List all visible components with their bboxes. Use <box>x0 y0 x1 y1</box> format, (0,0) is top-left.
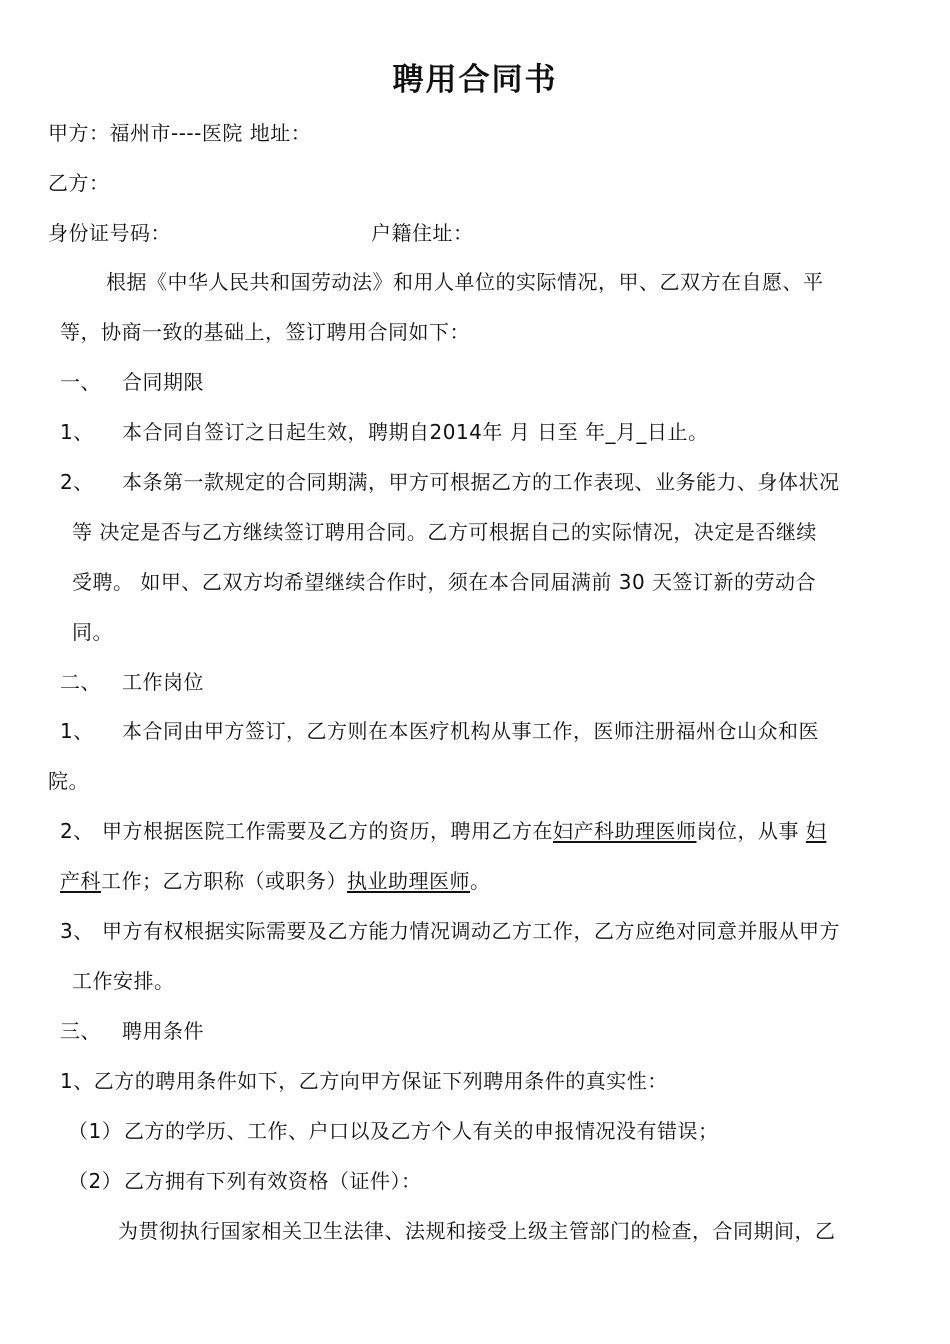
item-text: 本合同自签订之日起生效，聘期自2014年 月 日至 年_月_日止。 <box>122 420 709 444</box>
intro-line-1: 根据《中华人民共和国劳动法》和用人单位的实际情况，甲、乙双方在自愿、平 <box>106 270 824 294</box>
condition-number: （2） <box>68 1169 123 1193</box>
department-value-part-2: 产科 <box>60 869 101 893</box>
condition-1 <box>68 1118 719 1144</box>
condition-text: 乙方的学历、工作、户口以及乙方个人有关的申报情况没有错误； <box>124 1119 719 1143</box>
item-text: 甲方根据医院工作需要及乙方的资历，聘用乙方在 <box>102 819 553 843</box>
section-1-item-2-line-1 <box>60 469 840 495</box>
section-1-heading <box>60 369 204 395</box>
section-2-item-1-line-2: 院。 <box>48 769 89 793</box>
professional-title-value: 执业助理医师 <box>347 869 470 893</box>
item-text: 工作；乙方职称（或职务） <box>101 869 347 893</box>
item-number: 2、 <box>60 470 94 494</box>
intro-line-2: 等，协商一致的基础上，签订聘用合同如下： <box>60 320 470 344</box>
condition-2 <box>68 1168 422 1194</box>
section-1-item-2-line-3: 受聘。 如甲、乙双方均希望继续合作时，须在本合同届满前 30 天签订新的劳动合 <box>72 570 817 594</box>
condition-text: 乙方拥有下列有效资格（证件）： <box>124 1169 422 1193</box>
section-3-item-1: 1、乙方的聘用条件如下，乙方向甲方保证下列聘用条件的真实性： <box>60 1069 668 1093</box>
section-2-heading <box>60 669 204 695</box>
residence-label: 户籍住址： <box>371 221 474 245</box>
party-a-line: 甲方：福州市----医院 地址： <box>48 121 312 145</box>
section-2-item-1-line-1 <box>60 718 819 744</box>
item-number: 3、 <box>60 919 94 943</box>
department-value-part-1: 妇 <box>805 819 827 843</box>
section-number: 二、 <box>60 670 101 694</box>
section-2-item-3-line-1 <box>60 918 840 944</box>
section-title: 合同期限 <box>122 370 204 394</box>
item-text: 甲方有权根据实际需要及乙方能力情况调动乙方工作，乙方应绝对同意并服从甲方 <box>102 919 840 943</box>
section-title: 聘用条件 <box>122 1019 204 1043</box>
section-2-item-2-line-1 <box>60 818 826 844</box>
item-number: 2、 <box>60 819 94 843</box>
item-text: 本合同由甲方签订，乙方则在本医疗机构从事工作，医师注册福州仓山众和医 <box>122 719 819 743</box>
section-3-paragraph: 为贯彻执行国家相关卫生法律、法规和接受上级主管部门的检查，合同期间，乙 <box>118 1219 836 1243</box>
position-value: 妇产科助理医师 <box>553 819 697 843</box>
section-1-item-1 <box>60 419 708 445</box>
id-residence-line <box>48 220 474 246</box>
section-2-item-2-line-2 <box>60 868 491 894</box>
item-number: 1、 <box>60 420 94 444</box>
id-label: 身份证号码： <box>48 221 171 245</box>
page-title: 聘用合同书 <box>392 62 558 98</box>
section-1-item-2-line-4: 同。 <box>72 620 113 644</box>
party-b-line: 乙方： <box>48 171 110 195</box>
item-text: 岗位，从事 <box>696 819 806 843</box>
section-number: 一、 <box>60 370 101 394</box>
item-text: 本条第一款规定的合同期满，甲方可根据乙方的工作表现、业务能力、身体状况 <box>122 470 840 494</box>
item-number: 1、 <box>60 719 94 743</box>
item-text: 。 <box>470 869 491 893</box>
condition-number: （1） <box>68 1119 123 1143</box>
section-number: 三、 <box>60 1019 101 1043</box>
section-title: 工作岗位 <box>122 670 204 694</box>
section-2-item-3-line-2: 工作安排。 <box>72 969 175 993</box>
section-1-item-2-line-2: 等 决定是否与乙方继续签订聘用合同。乙方可根据自己的实际情况，决定是否继续 <box>72 520 817 544</box>
section-3-heading <box>60 1018 204 1044</box>
